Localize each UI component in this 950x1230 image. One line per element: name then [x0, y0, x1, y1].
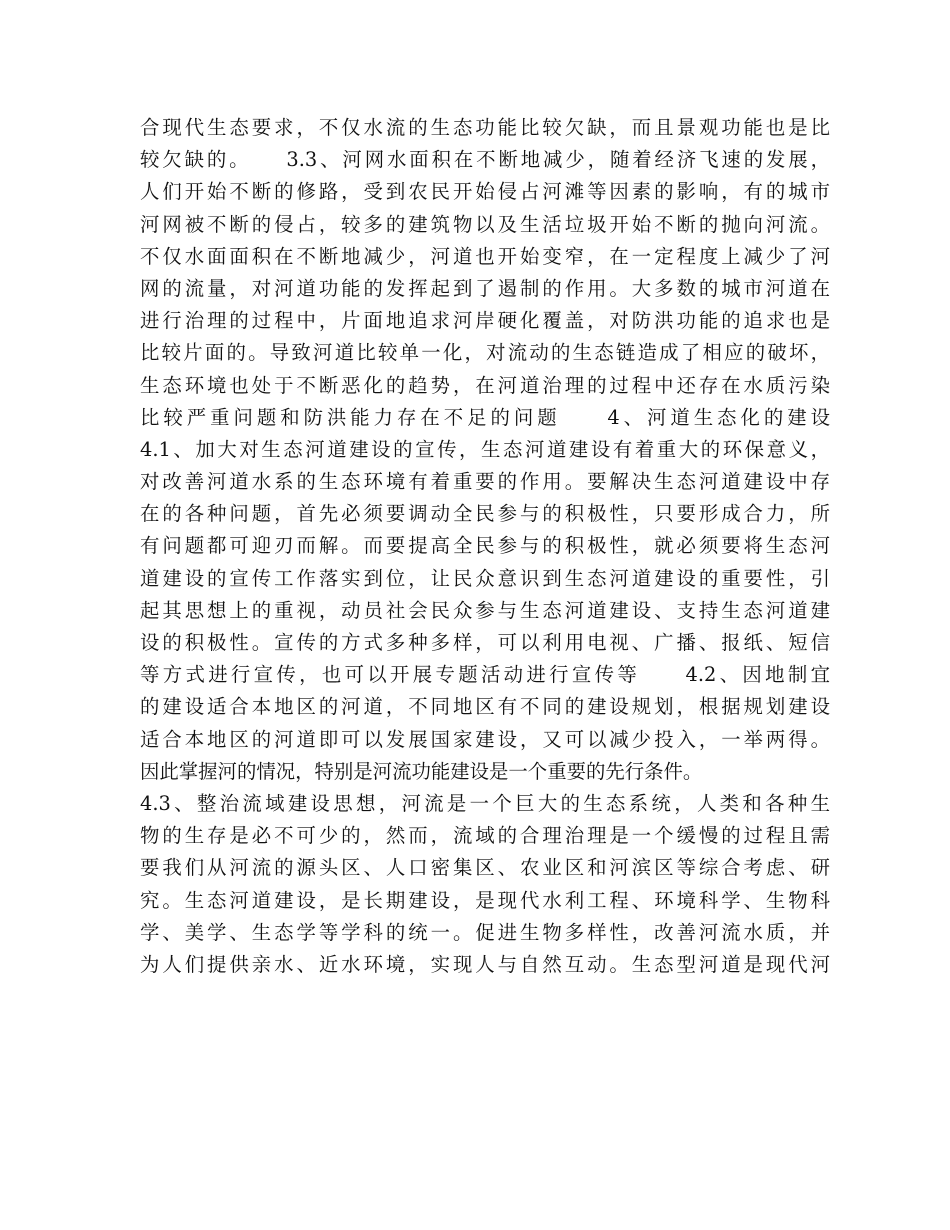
text-line: 比较片面的。导致河道比较单一化，对流动的生态链造成了相应的破坏，	[140, 341, 830, 365]
text-line: 物的生存是必不可少的，然而，流域的合理治理是一个缓慢的过程且需	[140, 824, 830, 848]
text-line: 等方式进行宣传，也可以开展专题活动进行宣传等 4.2、因地制宜	[140, 663, 830, 687]
text-line: 较欠缺的。 3.3、河网水面积在不断地减少，随着经济飞速的发展，	[140, 148, 830, 172]
text-line: 因此掌握河的情况，特别是河流功能建设是一个重要的先行条件。	[140, 759, 703, 783]
text-line: 比较严重问题和防洪能力存在不足的问题 4、河道生态化的建设	[140, 405, 830, 429]
text-line: 河网被不断的侵占，较多的建筑物以及生活垃圾开始不断的抛向河流。	[140, 212, 830, 236]
text-line: 进行治理的过程中，片面地追求河岸硬化覆盖，对防洪功能的追求也是	[140, 309, 830, 333]
text-line: 不仅水面面积在不断地减少，河道也开始变窄，在一定程度上减少了河	[140, 244, 830, 268]
text-line: 在的各种问题，首先必须要调动全民参与的积极性，只要形成合力，所	[140, 502, 830, 526]
text-line: 人们开始不断的修路，受到农民开始侵占河滩等因素的影响，有的城市	[140, 180, 830, 204]
text-line: 网的流量，对河道功能的发挥起到了遏制的作用。大多数的城市河道在	[140, 276, 830, 300]
text-line: 合现代生态要求，不仅水流的生态功能比较欠缺，而且景观功能也是比	[140, 116, 830, 139]
text-line: 设的积极性。宣传的方式多种多样，可以利用电视、广播、报纸、短信	[140, 631, 830, 654]
body-text	[140, 112, 830, 981]
text-line: 适合本地区的河道即可以发展国家建设，又可以减少投入，一举两得。	[140, 727, 830, 751]
text-line: 学、美学、生态学等学科的统一。促进生物多样性，改善河流水质，并	[140, 920, 830, 944]
text-line: 对改善河道水系的生态环境有着重要的作用。要解决生态河道建设中存	[140, 470, 830, 494]
text-line: 的建设适合本地区的河道，不同地区有不同的建设规划，根据规划建设	[140, 695, 830, 719]
text-line: 4.1、加大对生态河道建设的宣传，生态河道建设有着重大的环保意义，	[140, 437, 830, 461]
text-line: 要我们从河流的源头区、人口密集区、农业区和河滨区等综合考虑、研	[140, 856, 830, 880]
text-line: 究。生态河道建设，是长期建设，是现代水利工程、环境科学、生物科	[140, 888, 830, 912]
text-line: 有问题都可迎刃而解。而要提高全民参与的积极性，就必须要将生态河	[140, 534, 830, 558]
text-line: 道建设的宣传工作落实到位，让民众意识到生态河道建设的重要性，引	[140, 566, 830, 590]
text-line: 生态环境也处于不断恶化的趋势，在河道治理的过程中还存在水质污染	[140, 373, 830, 397]
text-line: 起其思想上的重视，动员社会民众参与生态河道建设、支持生态河道建	[140, 598, 830, 622]
text-line: 为人们提供亲水、近水环境，实现人与自然互动。生态型河道是现代河	[140, 952, 830, 976]
text-line: 4.3、整治流域建设思想，河流是一个巨大的生态系统，人类和各种生	[140, 791, 830, 815]
